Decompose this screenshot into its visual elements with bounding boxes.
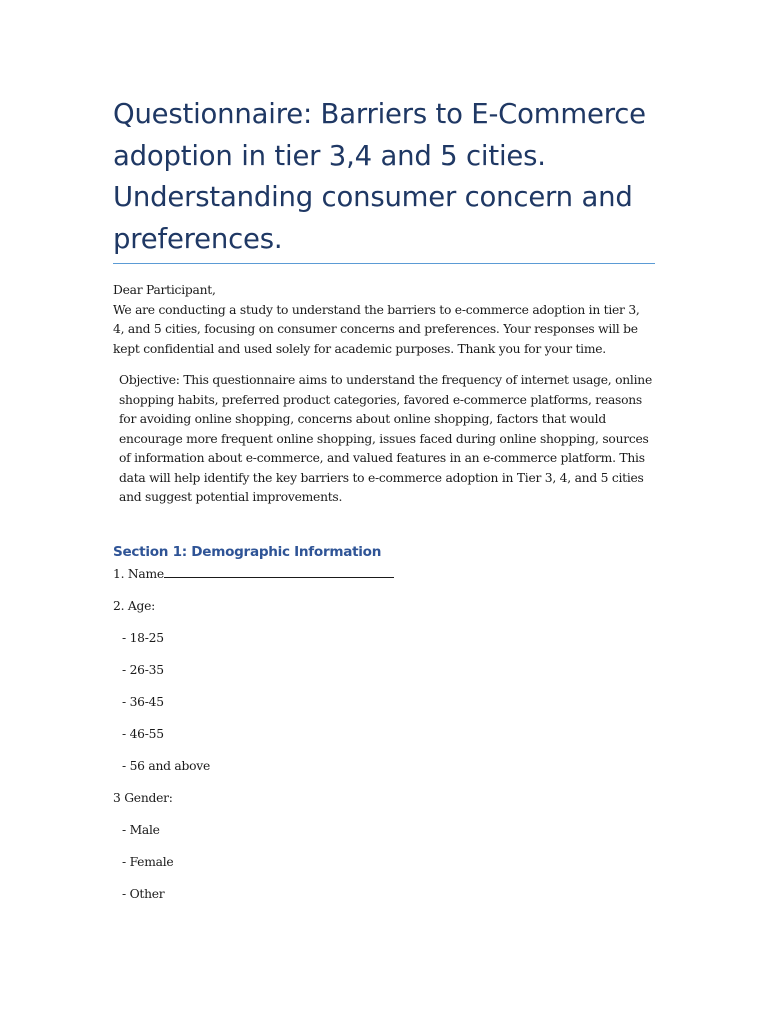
gender-option[interactable]: - Female — [122, 855, 174, 869]
gender-option[interactable]: - Other — [122, 887, 165, 901]
question-gender-label: 3 Gender: — [113, 791, 173, 805]
age-option[interactable]: - 26-35 — [122, 663, 164, 677]
question-age-label: 2. Age: — [113, 599, 156, 613]
age-option[interactable]: - 36-45 — [122, 695, 164, 709]
intro-block — [113, 281, 653, 359]
gender-option[interactable]: - Male — [122, 823, 160, 837]
objective-paragraph: Objective: This questionnaire aims to understand the frequency of internet usage, online shopping habits, preferred product categories, favored e-commerce platforms, reasons for avoiding online shopping, concerns about online shopping, factors that would encourage more frequent online shopping, issues faced during online shopping, sources of information about e-commerce, and valued features in an e-commerce platform. This data will help identify the key barriers to e-commerce adoption in Tier 3, 4, and 5 cities and suggest potential improvements. — [119, 373, 652, 504]
title-divider — [113, 263, 655, 264]
age-option[interactable]: - 56 and above — [122, 759, 210, 773]
intro-paragraph: We are conducting a study to understand the barriers to e-commerce adoption in tier 3, 4, and 5 cities, focusing on consumer concerns and preferences. Your responses will be kept confidential and used solely for academic purposes. Thank you for your time. — [113, 302, 640, 356]
question-name — [113, 565, 394, 585]
salutation: Dear Participant, — [113, 283, 216, 297]
age-option[interactable]: - 46-55 — [122, 727, 164, 741]
age-option[interactable]: - 18-25 — [122, 631, 164, 645]
document-page — [113, 0, 655, 1024]
section-heading: Section 1: Demographic Information — [113, 544, 382, 560]
question-name-label: 1. Name — [113, 567, 164, 581]
name-answer-line[interactable] — [164, 565, 394, 578]
document-title: Questionnaire: Barriers to E-Commerce adoption in tier 3,4 and 5 cities. Understanding consumer concern and preferences. — [113, 98, 646, 255]
